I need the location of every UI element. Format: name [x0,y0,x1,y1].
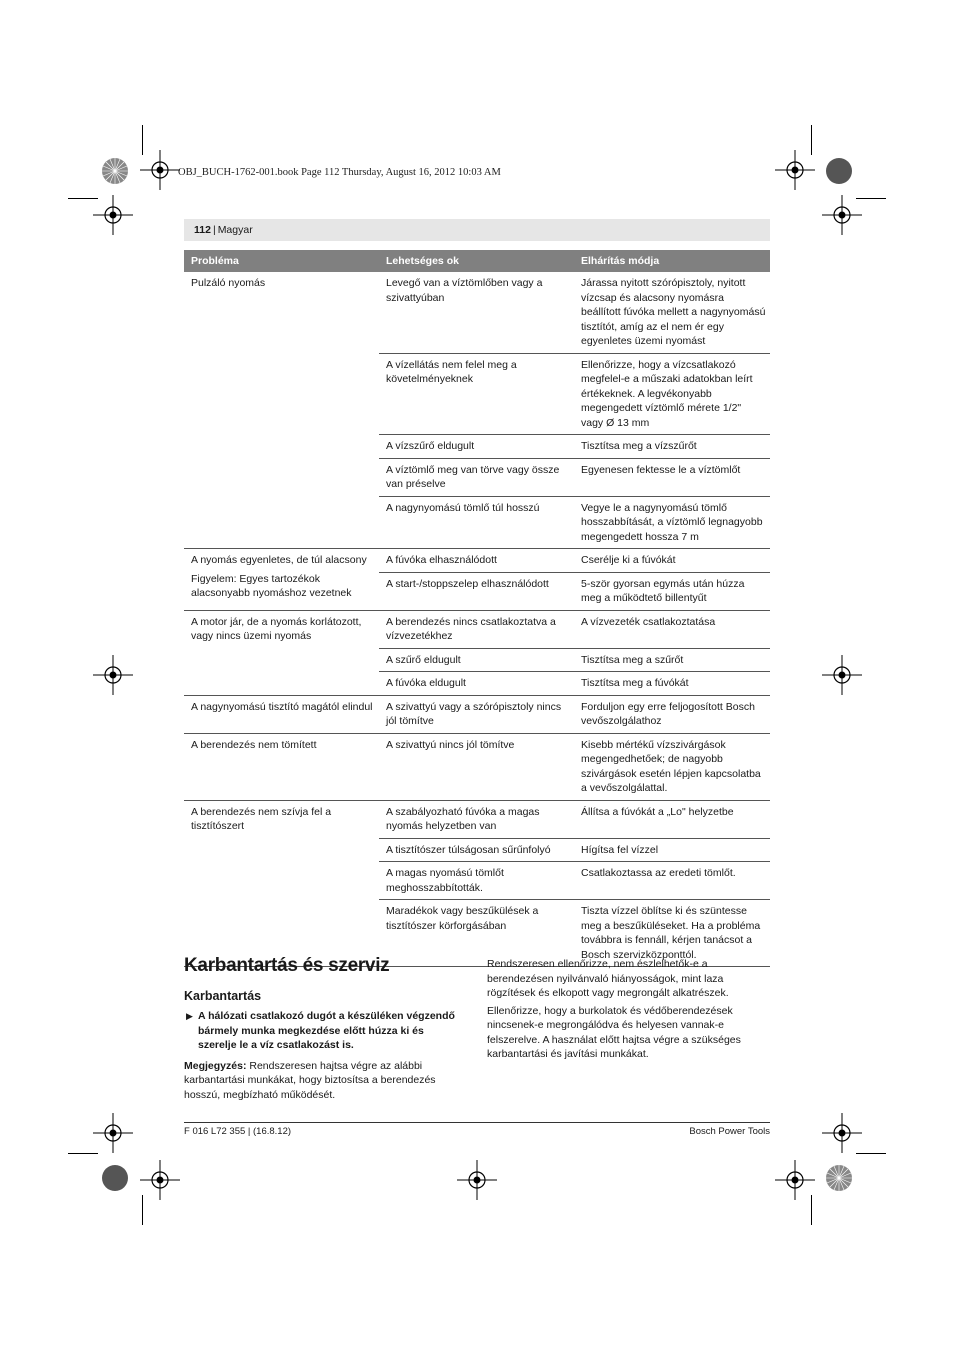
remedy-cell: Egyenesen fektesse le a víztömlőt [574,458,770,496]
cause-cell: A nagynyomású tömlő túl hosszú [379,496,574,549]
solid-mark-top-right [825,157,853,185]
subsection-title: Karbantartás [184,989,262,1003]
print-job-header: OBJ_BUCH-1762-001.book Page 112 Thursday, August 16, 2012 10:03 AM [178,167,501,178]
crop-line [142,125,143,155]
column-header-problem: Probléma [184,250,379,272]
remedy-cell: Vegye le a nagynyomású tömlő hosszabbítását, a víztömlő legnagyobb megengedett hossza 7 m [574,496,770,549]
remedy-cell: Forduljon egy erre feljogosított Bosch vevőszolgálathoz [574,695,770,733]
table-header-row [184,250,770,272]
cause-cell: A szűrő eldugult [379,648,574,672]
registration-mark-bottom-left [140,1160,180,1200]
problem-text: Pulzáló nyomás [191,277,266,289]
remedy-cell: Kisebb mértékű vízszivárgások megengedhetőek; de nagyobb szivárgások esetén lépjen kapcsolatba a vevőszolgálattal. [574,733,770,800]
maintenance-right-column [487,957,772,1065]
problem-cell [184,733,379,800]
cause-cell: Maradékok vagy beszűkülések a tisztítószer körforgásában [379,900,574,967]
registration-mark-bottom-center [457,1160,497,1200]
starburst-mark-top-left [101,157,129,185]
crop-line [811,125,812,155]
crop-line [142,1195,143,1225]
cause-cell: A berendezés nincs csatlakoztatva a vízvezetékhez [379,610,574,648]
note-text: Rendszeresen hajtsa végre az alábbi karbantartási munkákat, hogy biztosítsa a berendezés hosszú, megbízható működését. [184,1059,436,1101]
cause-cell: Levegő van a víztömlőben vagy a szivattyúban [379,272,574,353]
column-header-cause: Lehetséges ok [379,250,574,272]
cause-cell: A magas nyomású tömlőt meghosszabbították. [379,862,574,900]
footer-divider [184,1122,770,1123]
remedy-cell: Csatlakoztassa az eredeti tömlőt. [574,862,770,900]
cause-cell: A víztömlő meg van törve vagy össze van préselve [379,458,574,496]
cause-cell: A fúvóka eldugult [379,672,574,696]
troubleshooting-table [184,250,770,967]
registration-mark-left-middle [93,655,133,695]
cause-cell: A szivattyú nincs jól tömítve [379,733,574,800]
maintenance-note [184,1059,464,1103]
paragraph: Ellenőrizze, hogy a burkolatok és védőberendezések nincsenek-e megrongálódva és helyesen vannak-e felszerelve. A használat előtt hajtsa végre a szükséges karbantartási és javítási munkákat. [487,1004,741,1060]
crop-line [68,1153,98,1154]
warning-bullet [184,1009,464,1053]
cause-cell: A vízszűrő eldugult [379,435,574,459]
table-row [184,549,770,573]
paragraph: Rendszeresen ellenőrizze, nem észlelhetők-e a berendezésen nyilvánvaló hiányosságok, mint laza rögzítések és elkopott vagy megrongált alkatrészek. [487,958,729,999]
registration-mark-bottom-right [775,1160,815,1200]
solid-mark-bottom-left [101,1164,129,1192]
running-head-language: Magyar [217,224,253,236]
footer-document-code: F 016 L72 355 | (16.8.12) [184,1126,292,1137]
table-row [184,800,770,838]
triangle-bullet-icon: ▶ [186,1011,193,1021]
running-head-separator: | [212,224,216,236]
remedy-cell: Járassa nyitott szórópisztoly, nyitott vízcsap és alacsony nyomásra beállított fúvóka mellett a nagynyomású tisztítót, amíg az el nem ér egy egyenletes üzemi nyomást [574,272,770,353]
table-row [184,610,770,648]
registration-mark-top-left [140,150,180,190]
problem-text: A nagynyomású tisztító magától elindul [191,700,373,713]
problem-note: Figyelem: Egyes tartozékok alacsonyabb nyomáshoz vezetnek [191,572,352,599]
page-number: 112 [194,224,211,236]
section-title: Karbantartás és szerviz [184,955,390,976]
table-row [184,733,770,800]
remedy-cell: A vízvezeték csatlakoztatása [574,610,770,648]
remedy-cell: Tisztítsa meg a vízszűrőt [574,435,770,459]
remedy-cell: Ellenőrizze, hogy a vízcsatlakozó megfelel-e a műszaki adatokban leírt értékeknek. A legvékonyabb megengedett víztömlő mérete 1/2" vagy Ø 13 mm [574,353,770,435]
remedy-cell: Cserélje ki a fúvókát [574,549,770,573]
starburst-mark-bottom-right [825,1164,853,1192]
crop-line [856,198,886,199]
crop-line [856,1153,886,1154]
cause-cell: A tisztítószer túlságosan sűrűnfolyó [379,838,574,862]
warning-text: A hálózati csatlakozó dugót a készüléken végzendő bármely munka megkezdése előtt húzza ki és szerelje le a víz csatlakozást is. [198,1010,455,1051]
remedy-cell: 5-ször gyorsan egymás után húzza meg a működtető billentyűt [574,572,770,610]
registration-mark-right-upper [822,195,862,235]
cause-cell: A szivattyú vagy a szórópisztoly nincs jól tömítve [379,695,574,733]
crop-line [68,198,98,199]
problem-cell [184,272,379,549]
registration-mark-top-right [775,150,815,190]
remedy-cell: Tisztítsa meg a szűrőt [574,648,770,672]
table-row [184,695,770,733]
registration-mark-right-lower [822,1113,862,1153]
registration-mark-right-middle [822,655,862,695]
problem-cell [184,549,379,611]
cause-cell: A szabályozható fúvóka a magas nyomás helyzetben van [379,800,574,838]
cause-cell: A vízellátás nem felel meg a követelményeknek [379,353,574,435]
cause-cell: A fúvóka elhasználódott [379,549,574,573]
cause-cell: A start-/stoppszelep elhasználódott [379,572,574,610]
problem-cell [184,800,379,967]
problem-text: A nyomás egyenletes, de túl alacsony [191,554,367,566]
registration-mark-left-upper [93,195,133,235]
running-head [184,219,770,241]
footer-brand: Bosch Power Tools [689,1126,770,1137]
remedy-cell: Tiszta vízzel öblítse ki és szüntesse meg a beszűküléseket. Ha a probléma továbbra is fennáll, kérjen tanácsot a Bosch szervizközponttól. [574,900,770,967]
problem-text: A motor jár, de a nyomás korlátozott, vagy nincs üzemi nyomás [191,615,362,642]
problem-text: A berendezés nem tömített [191,738,317,751]
note-label: Megjegyzés: [184,1059,247,1072]
crop-line [811,1195,812,1225]
remedy-cell: Állítsa a fúvókát a „Lo" helyzetbe [574,800,770,838]
maintenance-left-column [184,1009,464,1102]
problem-cell [184,610,379,695]
problem-cell [184,695,379,733]
remedy-cell: Hígítsa fel vízzel [574,838,770,862]
table-row [184,272,770,353]
column-header-remedy: Elhárítás módja [574,250,770,272]
remedy-cell: Tisztítsa meg a fúvókát [574,672,770,696]
registration-mark-left-lower [93,1113,133,1153]
problem-text: A berendezés nem szívja fel a tisztítószert [191,805,332,832]
